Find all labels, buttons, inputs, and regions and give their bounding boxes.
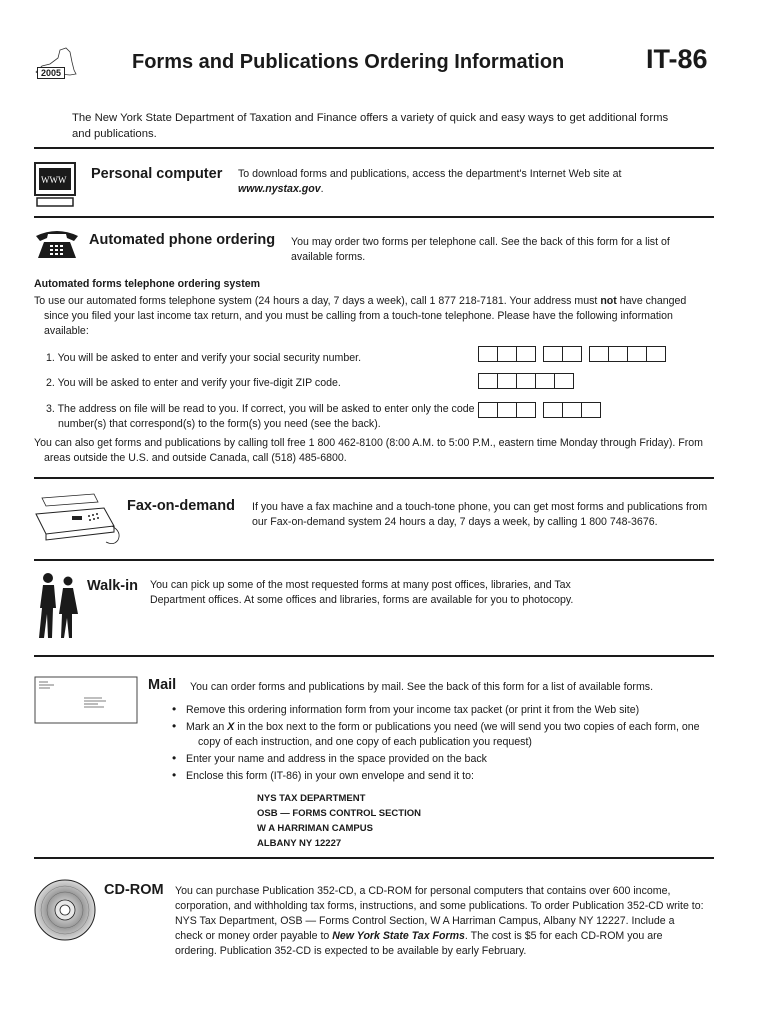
section-title-fax: Fax-on-demand [127, 498, 235, 514]
phone-intro-text: You may order two forms per telephone call. See the back of this form for a list of available forms. [291, 236, 670, 263]
page-title: Forms and Publications Ordering Information [132, 51, 565, 73]
intro-text: The New York State Department of Taxation and Finance offers a variety of quick and easy ways to get additional forms and publications. [72, 112, 669, 140]
divider [34, 559, 714, 561]
mail-text: You can order forms and publications by mail. See the back of this form for a list of available forms. [190, 681, 654, 693]
step-2: 2. You will be asked to enter and verify your five-digit ZIP code. [46, 377, 341, 389]
form-id: IT-86 [646, 44, 708, 74]
divider [34, 477, 714, 479]
fax-machine-icon [34, 492, 124, 548]
section-title-mail: Mail [148, 677, 177, 693]
personal-computer-text: To download forms and publications, access the department's Internet Web site at www.nystax.gov. [238, 168, 622, 195]
divider [34, 655, 714, 657]
step-3: 3. The address on file will be read to you. If correct, you will be asked to enter only the code number(s) that correspond(s) to the form(s) you need (see the back). [46, 403, 475, 430]
www-icon-label: WWW [41, 175, 67, 185]
divider [34, 857, 714, 859]
mail-bullet-1: • Remove this ordering information form from your income tax packet (or print it from the Web site) [172, 702, 640, 716]
mailing-address: NYS TAX DEPARTMENT OSB — FORMS CONTROL SECTION W A HARRIMAN CAMPUS ALBANY NY 12227 [257, 793, 421, 849]
section-title-cd-rom: CD-ROM [104, 882, 164, 898]
divider [34, 147, 714, 149]
mail-bullet-2: • Mark an X in the box next to the form or publications you need (we will send you two copies of each form, one copy of each instruction, and one copy of each publication you request) [172, 719, 700, 748]
zip-boxes[interactable] [478, 373, 573, 389]
fax-text: If you have a fax machine and a touch-tone phone, you can get most forms and publications from our Fax-on-demand system 24 hours a day, 7 days a week, by calling 1 800 748-3676. [252, 501, 708, 528]
website-link[interactable]: www.nystax.gov [238, 183, 321, 195]
toll-free-text: You can also get forms and publications by calling toll free 1 800 462-8100 (8:00 A.M. to 5:00 P.M., eastern time Monday through Friday). From areas outside the U.S. and outside Canada, call (518) 485-6800. [34, 437, 703, 464]
section-title-automated-phone: Automated phone ordering [89, 232, 276, 248]
section-title-walk-in: Walk-in [87, 578, 139, 594]
computer-icon [34, 162, 76, 208]
walking-people-icon [34, 572, 82, 642]
phone-subheading: Automated forms telephone ordering system [34, 278, 261, 290]
mail-bullet-3: • Enter your name and address in the space provided on the back [172, 751, 487, 765]
envelope-icon [34, 676, 138, 724]
step-1: 1. You will be asked to enter and verify your social security number. [46, 352, 362, 364]
form-code-boxes[interactable] [478, 402, 600, 418]
telephone-icon [34, 228, 80, 260]
walk-in-text: You can pick up some of the most requested forms at many post offices, libraries, and Tax Department offices. At some offices and libraries, forms are available for you to photocopy. [150, 579, 574, 606]
ssn-boxes[interactable] [478, 346, 665, 362]
mail-bullet-4: • Enclose this form (IT-86) in your own envelope and send it to: [172, 768, 474, 782]
section-title-personal-computer: Personal computer [91, 166, 223, 182]
phone-instructions: To use our automated forms telephone system (24 hours a day, 7 days a week), call 1 877 218-7181. Your address must not have changed since you filed your last income tax return, and you must be calling from a touch-tone telephone. Please have the following information available: [34, 295, 687, 337]
cd-rom-text: You can purchase Publication 352-CD, a CD-ROM for personal computers that contains over 600 income, corporation, and withholding tax forms, instructions, and some publications. To order Publication 352-CD write to: NYS Tax Department, OSB — Forms Control Section, W A Harriman Campus, Albany NY 12227. Include a check or money order payable to New York State Tax Forms. The cost is $5 for each CD-ROM you are ordering. Publication 352-CD is expected to be available by early February. [175, 885, 704, 957]
year-badge: 2005 [37, 67, 65, 79]
divider [34, 216, 714, 218]
cd-rom-icon [34, 879, 96, 941]
